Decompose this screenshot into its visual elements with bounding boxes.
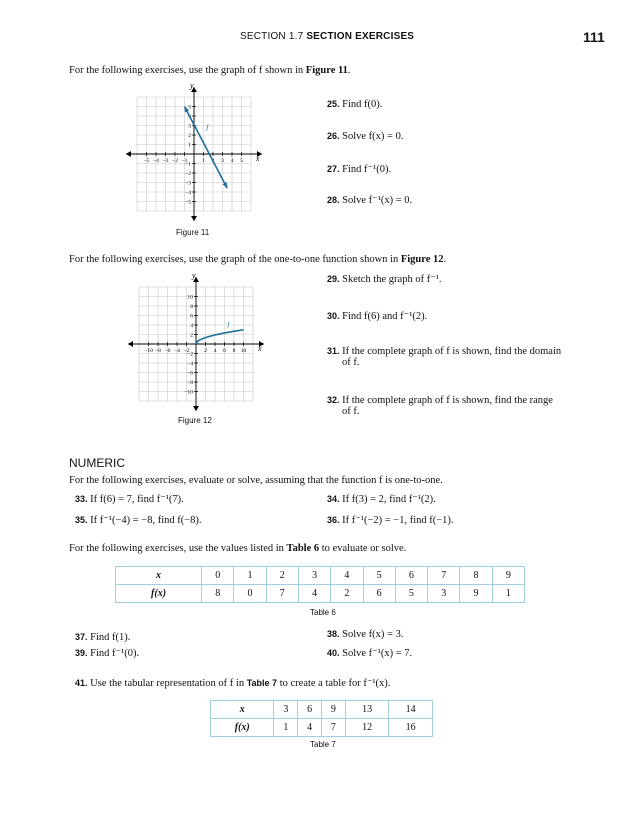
table-cell: 6 — [298, 701, 322, 719]
y-tick-label: −4 — [187, 361, 193, 367]
table-cell: 8 — [202, 585, 234, 603]
exercise-text: If f⁻¹(−4) = −8, find f(−8). — [90, 515, 202, 526]
exercise-text: Find f(0). — [342, 99, 383, 110]
y-tick-label: 5 — [188, 104, 191, 111]
exercise-text: Solve f⁻¹(x) = 7. — [342, 648, 413, 659]
exercise-number: 41. — [75, 678, 88, 688]
exercise-number: 36. — [327, 515, 340, 525]
exercise-text: Find f(1). — [90, 632, 131, 643]
y-tick-label: −6 — [187, 370, 193, 377]
x-tick-label: −4 — [174, 348, 180, 354]
exercise-28 — [327, 194, 412, 206]
table-cell: 0 — [202, 567, 234, 585]
x-tick-label: −10 — [144, 348, 153, 354]
x-tick-label: −1 — [181, 158, 188, 164]
exercise-number: 38. — [327, 629, 340, 639]
y-tick-label: −4 — [185, 190, 191, 196]
intro-text: For the following exercises, use the values listed in — [69, 543, 287, 554]
table-cell: 12 — [345, 719, 389, 737]
table-cell: 3 — [298, 567, 330, 585]
exercise-number: 34. — [327, 494, 340, 504]
y-tick-label: −2 — [185, 171, 191, 177]
exercise-30 — [327, 310, 427, 322]
y-tick-label: −10 — [184, 389, 193, 396]
exercise-text-end: to create a table for f⁻¹(x). — [277, 678, 391, 689]
y-axis-arrow-down — [193, 406, 199, 411]
y-tick-label: −8 — [187, 380, 193, 386]
table-cell: 9 — [321, 701, 345, 719]
exercise-40 — [327, 647, 412, 659]
y-tick-label: 6 — [190, 313, 193, 320]
exercise-31 — [327, 346, 561, 368]
exercise-text: Solve f⁻¹(x) = 0. — [342, 195, 413, 206]
table-row-fx — [116, 585, 525, 603]
exercise-number: 26. — [327, 131, 340, 141]
y-tick-label: −2 — [187, 351, 193, 358]
exercise-text: If f(6) = 7, find f⁻¹(7). — [90, 494, 184, 505]
table-6 — [115, 566, 525, 603]
x-axis-arrow-left — [126, 151, 131, 157]
exercise-text: Solve f(x) = 0. — [342, 131, 404, 142]
table-row-x — [211, 701, 433, 719]
x-axis-label: x — [258, 344, 262, 353]
exercise-text-cont: of f. — [342, 406, 360, 417]
exercise-text: Use the tabular representation of f in — [90, 678, 247, 689]
y-tick-label: −3 — [185, 180, 191, 187]
exercise-number: 40. — [327, 648, 340, 658]
table-cell: 0 — [234, 585, 266, 603]
exercise-number: 35. — [75, 515, 88, 525]
figure-12-caption: Figure 12 — [178, 416, 212, 425]
exercise-number: 28. — [327, 195, 340, 205]
exercise-text: If f(3) = 2, find f⁻¹(2). — [342, 494, 436, 505]
exercise-number: 39. — [75, 648, 88, 658]
exercise-text: If the complete graph of f is shown, find the range — [342, 395, 553, 406]
exercise-text: If the complete graph of f is shown, find the domain — [342, 346, 562, 357]
x-tick-label: 8 — [232, 348, 236, 354]
x-tick-label: 1 — [202, 158, 205, 164]
running-header — [240, 31, 414, 42]
section-label: SECTION 1.7 — [240, 31, 304, 42]
exercise-text: Sketch the graph of f⁻¹. — [342, 274, 442, 285]
table-6-caption: Table 6 — [310, 608, 336, 617]
exercise-text-cont: of f. — [342, 357, 360, 368]
exercise-27 — [327, 163, 391, 175]
x-tick-label: 2 — [204, 348, 207, 354]
exercise-text: If f⁻¹(−2) = −1, find f(−1). — [342, 515, 454, 526]
numeric-intro: For the following exercises, evaluate or solve, assuming that the function f is one-to-one. — [69, 475, 443, 486]
table-cell: 6 — [363, 585, 395, 603]
table-cell: 2 — [331, 585, 363, 603]
table-header-fx: f(x) — [116, 585, 202, 603]
section-title: SECTION EXERCISES — [306, 31, 415, 42]
exercise-32 — [327, 395, 553, 417]
x-tick-label: −2 — [183, 348, 190, 354]
intro-text: For the following exercises, use the graph of f shown in — [69, 65, 306, 76]
curve-label: f — [206, 123, 209, 132]
y-tick-label: 2 — [190, 332, 193, 339]
table-cell: 8 — [460, 567, 492, 585]
x-tick-label: 4 — [230, 158, 234, 164]
table-cell: 2 — [266, 567, 298, 585]
table-cell: 7 — [321, 719, 345, 737]
y-tick-label: 10 — [187, 294, 193, 301]
y-axis-arrow-down — [191, 216, 197, 221]
intro-end: . — [347, 65, 351, 76]
x-tick-label: 6 — [223, 348, 226, 354]
table-header-x: x — [211, 701, 274, 719]
intro-figure12 — [69, 254, 446, 265]
exercise-36 — [327, 514, 454, 526]
exercise-text: Solve f(x) = 3. — [342, 629, 404, 640]
table-ref: Table 6 — [286, 543, 320, 554]
exercise-number: 31. — [327, 346, 340, 356]
table-7-caption: Table 7 — [310, 740, 336, 749]
y-tick-label: 4 — [190, 323, 193, 329]
table-7 — [210, 700, 433, 737]
table-cell: 16 — [389, 719, 433, 737]
y-tick-label: 8 — [190, 304, 193, 310]
table-cell: 1 — [234, 567, 266, 585]
y-axis-label: y — [192, 274, 196, 280]
figure-12-grid — [128, 274, 264, 411]
exercise-number: 32. — [327, 395, 340, 405]
x-tick-label: −4 — [153, 158, 159, 164]
intro-end: to evaluate or solve. — [319, 543, 407, 554]
exercise-text: Find f⁻¹(0). — [342, 164, 392, 175]
x-tick-label: 10 — [240, 348, 247, 354]
page-number: 111 — [583, 29, 605, 45]
exercise-26 — [327, 131, 403, 142]
table-cell: 3 — [274, 701, 298, 719]
table-cell: 1 — [492, 585, 524, 603]
table-cell: 3 — [428, 585, 460, 603]
table-ref: Table 7 — [246, 678, 278, 688]
table-header-fx: f(x) — [211, 719, 274, 737]
figure-11-grid — [126, 84, 262, 221]
figure-ref: Figure 12 — [400, 254, 444, 265]
table-cell: 7 — [266, 585, 298, 603]
exercise-41 — [75, 677, 390, 689]
exercise-37 — [75, 632, 130, 643]
table-cell: 9 — [460, 585, 492, 603]
y-tick-label: 3 — [188, 123, 191, 130]
exercise-29 — [327, 273, 442, 285]
table-cell: 14 — [389, 701, 433, 719]
y-tick-label: −5 — [185, 199, 191, 206]
x-axis-label: x — [256, 154, 260, 163]
x-tick-label: −6 — [164, 348, 171, 354]
y-tick-label: 1 — [188, 142, 191, 149]
table-row-x — [116, 567, 525, 585]
y-tick-label: 2 — [188, 133, 191, 139]
figure-11-caption: Figure 11 — [176, 228, 210, 237]
table-cell: 13 — [345, 701, 389, 719]
intro-text: For the following exercises, use the graph of the one-to-one function shown in — [69, 254, 401, 265]
x-tick-label: 4 — [213, 348, 217, 354]
exercise-25 — [327, 99, 382, 110]
table-cell: 1 — [274, 719, 298, 737]
y-tick-label: −1 — [185, 161, 191, 168]
x-tick-label: −8 — [155, 348, 161, 354]
intro-table6 — [69, 543, 406, 554]
table-row-fx — [211, 719, 433, 737]
table-header-x: x — [116, 567, 202, 585]
table-cell: 9 — [492, 567, 524, 585]
exercise-number: 27. — [327, 164, 340, 174]
intro-figure11 — [69, 65, 351, 76]
exercise-number: 30. — [327, 311, 340, 321]
table-cell: 7 — [428, 567, 460, 585]
function-curve — [196, 330, 244, 344]
exercise-39 — [75, 647, 139, 659]
figure-12-graph — [126, 274, 266, 414]
table-cell: 4 — [298, 719, 322, 737]
intro-end: . — [443, 254, 447, 265]
exercise-34 — [327, 493, 436, 505]
exercise-number: 25. — [327, 99, 340, 109]
y-axis-label: y — [190, 84, 194, 90]
table-cell: 5 — [363, 567, 395, 585]
curve-label: f — [227, 320, 230, 329]
exercise-number: 29. — [327, 274, 340, 284]
exercise-number: 37. — [75, 632, 88, 642]
x-tick-label: 3 — [221, 158, 224, 164]
x-tick-label: −2 — [172, 158, 178, 164]
x-axis-arrow-left — [128, 341, 133, 347]
table-cell: 6 — [395, 567, 427, 585]
x-tick-label: 5 — [240, 158, 243, 164]
exercise-38 — [327, 629, 403, 640]
table-cell: 4 — [298, 585, 330, 603]
exercise-35 — [75, 514, 202, 526]
table-cell: 5 — [395, 585, 427, 603]
x-tick-label: −3 — [162, 158, 169, 164]
figure-11-graph — [124, 84, 264, 224]
table-cell: 4 — [331, 567, 363, 585]
exercise-number: 33. — [75, 494, 88, 504]
x-tick-label: −5 — [143, 158, 150, 164]
section-heading-numeric: NUMERIC — [69, 456, 125, 470]
exercise-text: Find f⁻¹(0). — [90, 648, 140, 659]
exercise-text: Find f(6) and f⁻¹(2). — [342, 311, 428, 322]
exercise-33 — [75, 493, 184, 505]
figure-ref: Figure 11 — [305, 65, 348, 76]
